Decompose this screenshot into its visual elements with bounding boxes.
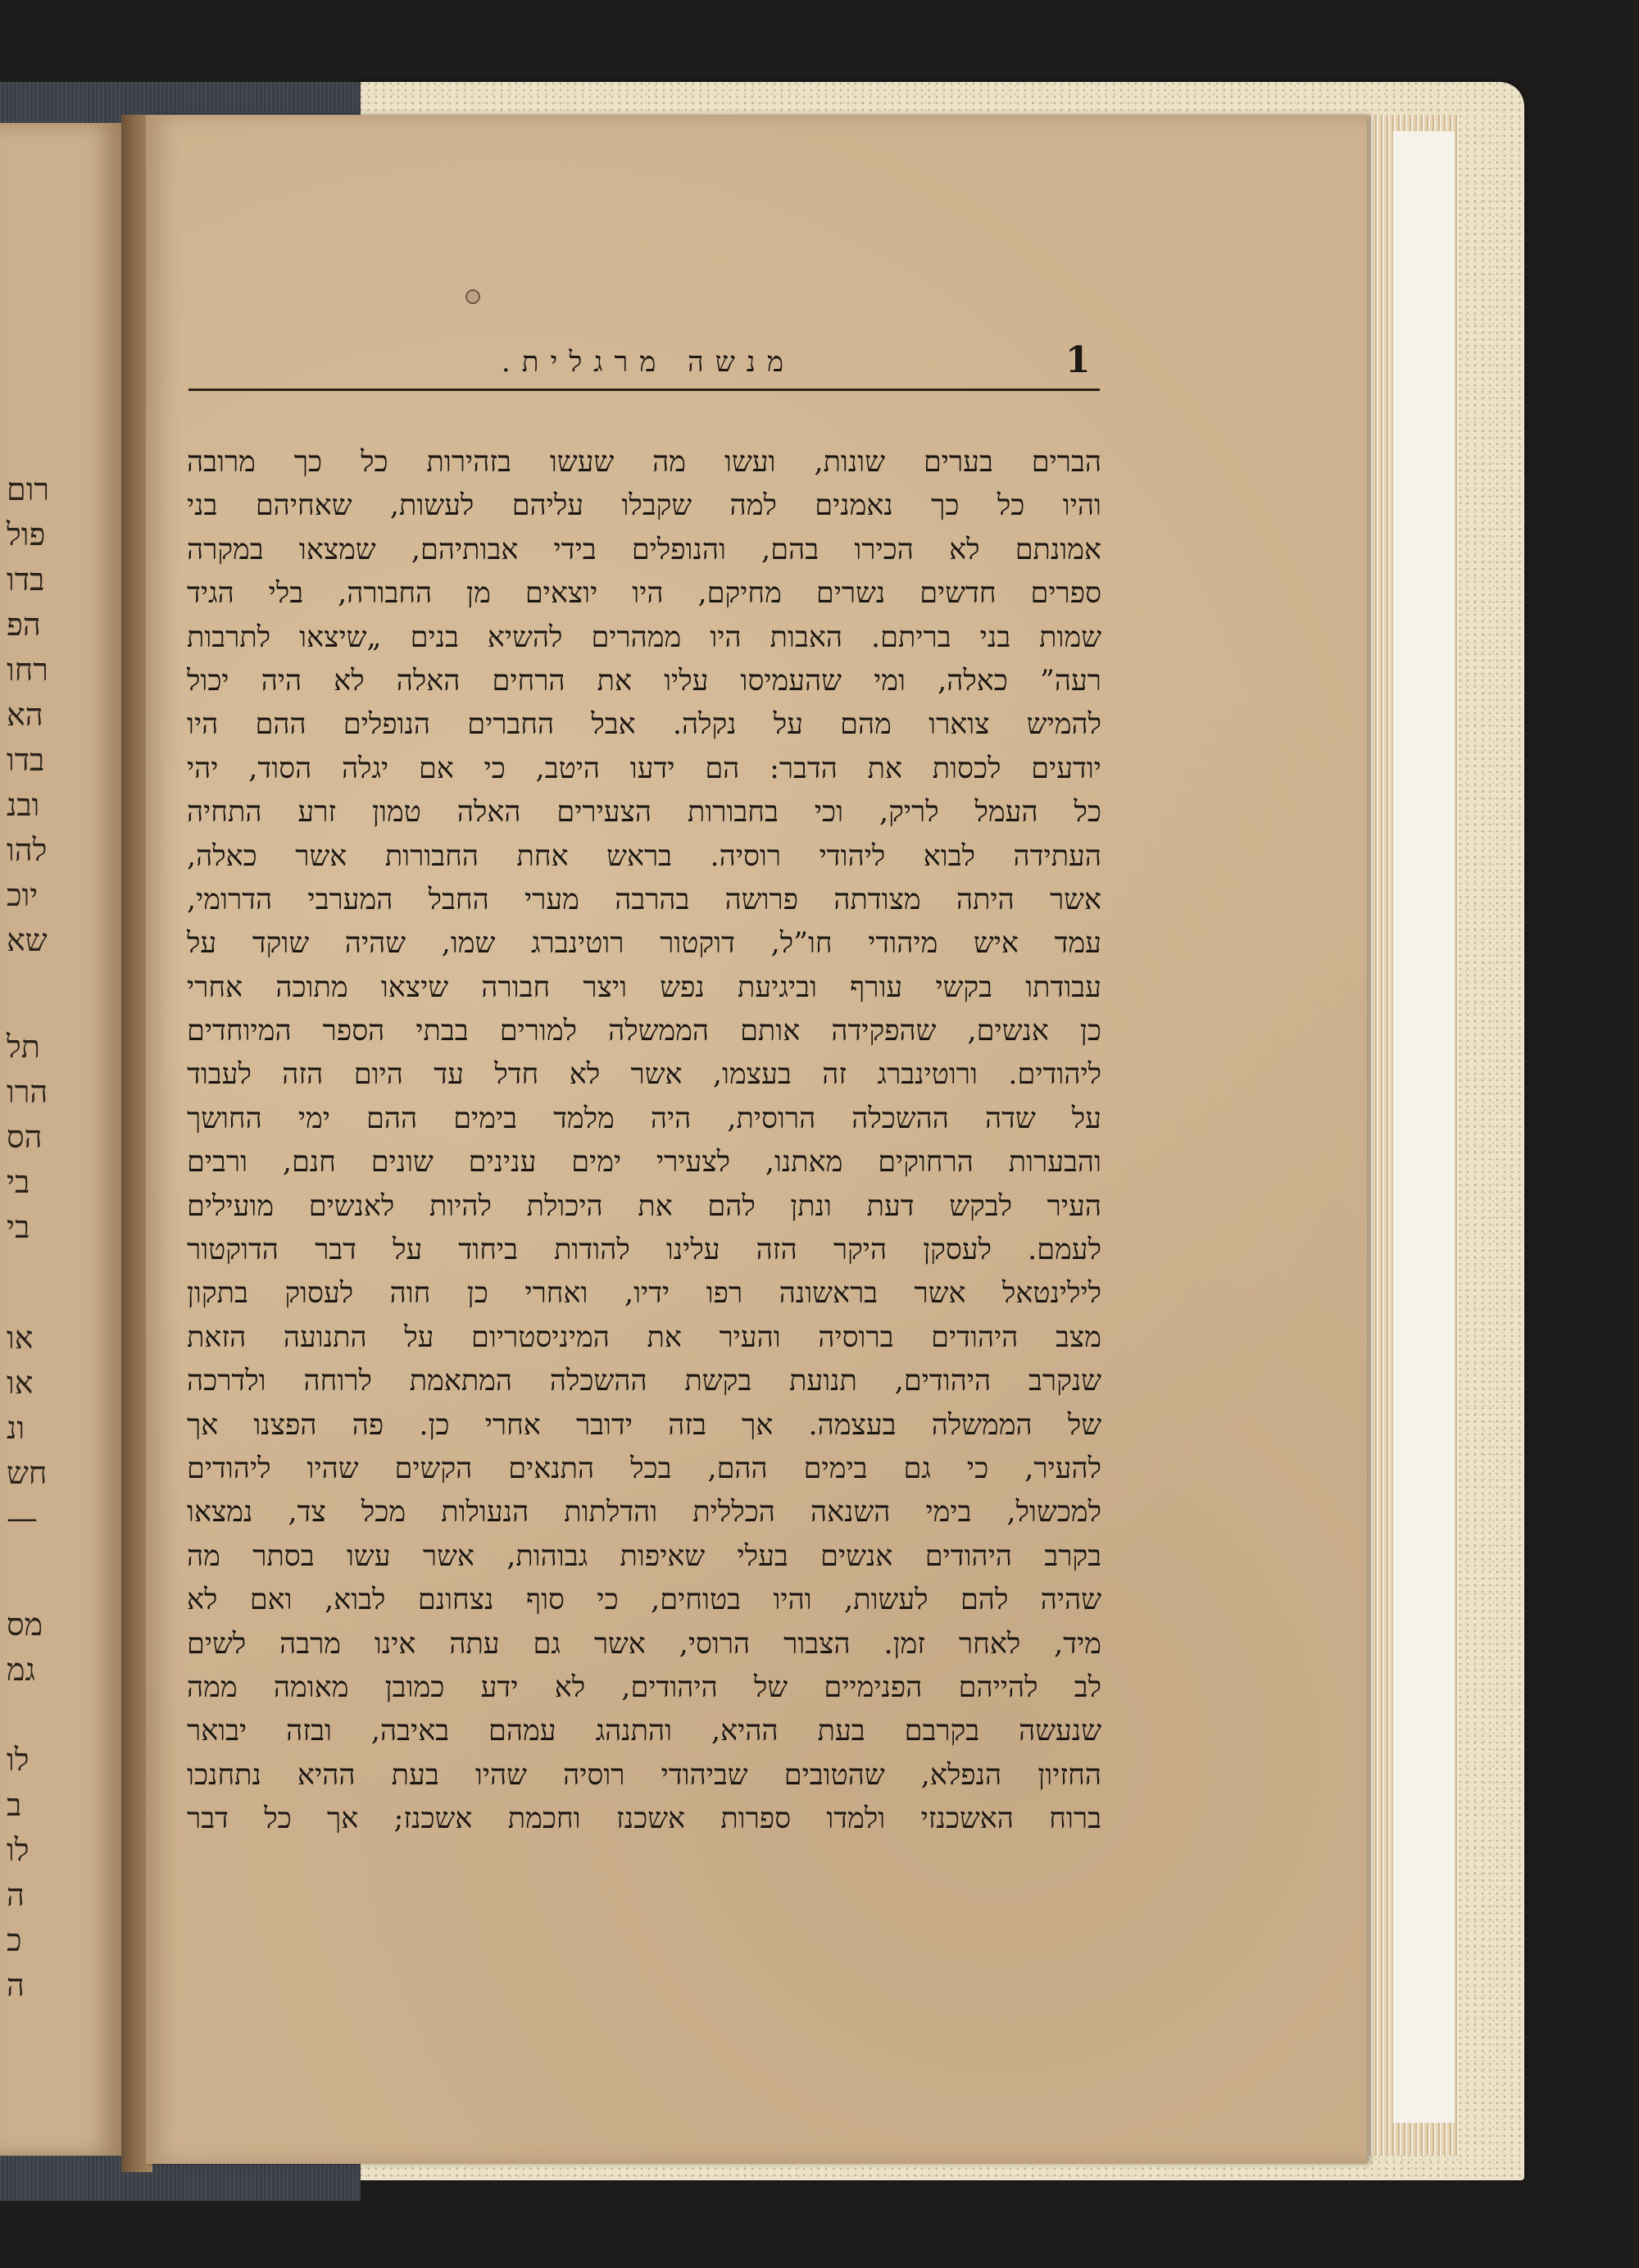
text-line: שנעשה בקרבם בעת ההיא, והתנהג עמהם באיבה, ובזה יבואר bbox=[187, 1715, 1101, 1748]
text-line: אשר היתה מצודתה פרושה בהרבה מערי החבל המערבי הדרומי, bbox=[187, 883, 1101, 916]
left-page-fragment: לו bbox=[7, 1832, 30, 1868]
left-page-fragment: תל bbox=[7, 1029, 40, 1065]
text-line: ברוח האשכנזי ולמדו ספרות אשכנז וחכמת אשכנז; אך כל דבר bbox=[187, 1802, 1101, 1836]
left-page-fragment: בדו bbox=[7, 561, 45, 598]
text-line: מצב היהודים ברוסיה והעיר את המיניסטריום על התנועה הזאת bbox=[187, 1320, 1101, 1354]
text-line: של הממשלה בעצמה. אך בזה ידובר אחרי כן. פה הפצנו אך bbox=[187, 1408, 1101, 1442]
text-line: העתידה לבוא ליהודי רוסיה. בראש אחת החבורות אשר כאלה, bbox=[187, 839, 1101, 873]
text-line: רעה” כאלה, ומי שהעמיסו עליו את הרחים האלה לא היה יכול bbox=[187, 664, 1101, 698]
text-line: למכשול, בימי השנאה הכללית והדלתות הנעולות מכל צד, נמצאו bbox=[187, 1496, 1101, 1529]
body-text bbox=[187, 441, 1101, 1842]
left-page-fragment: פול bbox=[7, 516, 46, 552]
text-line: ליהודים. ורוטינברג זה בעצמו, אשר לא חדל עד היום הזה לעבוד bbox=[187, 1058, 1101, 1092]
text-line: כל העמל לריק, וכי בחבורות הצעירים האלה טמון זרע התחיה bbox=[187, 796, 1101, 829]
text-line: לעמם. לעסקן היקר הזה עלינו להודות ביחוד על דבר הדוקטור bbox=[187, 1234, 1101, 1267]
text-line: שמות בני בריתם. האבות היו ממהרים להשיא בנים „שיצאו לתרבות bbox=[187, 620, 1101, 654]
text-line: לב להייהם הפנימיים של היהודים, לא ידע כמובן מאומה ממה bbox=[187, 1670, 1101, 1704]
text-line: מיד, לאחר זמן. הצבור הרוסי, אשר גם עתה אינו מרבה לשים bbox=[187, 1627, 1101, 1661]
text-line: לילינטאל אשר בראשונה רפו ידיו, ואחרי כן חוה לעסוק בתקון bbox=[187, 1277, 1101, 1311]
text-line: והבערות הרחוקים מאתנו, לצעירי ימים ענינים שונים חנם, ורבים bbox=[187, 1146, 1101, 1179]
left-page-fragment: או bbox=[7, 1365, 34, 1401]
text-line: הברים בערים שונות, ועשו מה שעשו בזהירות כל כך מרובה bbox=[187, 446, 1101, 479]
left-page-fragment: — bbox=[7, 1500, 38, 1536]
left-page-fragment: ה bbox=[7, 1967, 25, 2003]
text-line: יודעים לכסות את הדבר: הם ידעו היטב, כי אם יגלה הסוד, יהי bbox=[187, 752, 1101, 785]
text-line: בקרב היהודים אנשים בעלי שאיפות גבוהות, אשר עשו בסתר מה bbox=[187, 1539, 1101, 1573]
text-line: עבודתו בקשי עורף וביגיעת נפש ויצר חבורה שיצאו מתוכה אחרי bbox=[187, 970, 1101, 1004]
left-page-fragment: כ bbox=[7, 1922, 22, 1958]
left-page-fragment: גמ bbox=[7, 1652, 36, 1688]
left-page-fragment: שא bbox=[7, 922, 48, 958]
text-line: כן אנשים, שהפקידה אותם הממשלה למורים בבתי הספר המיוחדים bbox=[187, 1015, 1101, 1048]
left-page-fragment: ב bbox=[7, 1787, 22, 1823]
running-head: מנשה מרגלית. bbox=[501, 346, 795, 379]
left-page-fragment: להו bbox=[7, 832, 48, 868]
left-page-fragment: הפ bbox=[7, 607, 41, 643]
text-line: להמיש צוארו מהם על נקלה. אבל החברים הנופלים ההם היו bbox=[187, 708, 1101, 742]
left-page-fragment: הא bbox=[7, 697, 43, 733]
left-page-fragment: הס bbox=[7, 1119, 43, 1155]
left-page-fragment: ובנ bbox=[7, 787, 40, 823]
left-page-fragment: רחו bbox=[7, 652, 48, 688]
header-rule bbox=[188, 389, 1100, 391]
text-line: החזיון הנפלא, שהטובים שביהודי רוסיה שהיו בעת ההיא נתחנכו bbox=[187, 1758, 1101, 1792]
page-number: 1 bbox=[1065, 339, 1091, 381]
text-line: אמונתם לא הכירו בהם, והנופלים בידי אבותיהם, שמצאו במקרה bbox=[187, 533, 1101, 566]
text-line: על שדה ההשכלה הרוסית, היה מלמד בימים ההם ימי החושך bbox=[187, 1102, 1101, 1135]
left-page-fragment: ה bbox=[7, 1877, 25, 1913]
left-page-fragment: חש bbox=[7, 1455, 48, 1491]
left-page-fragment: בי bbox=[7, 1209, 30, 1245]
inserted-sheet bbox=[1393, 131, 1455, 2123]
left-page-fragment: או bbox=[7, 1320, 34, 1356]
text-line: עמד איש מיהודי חו”ל, דוקטור רוטינברג שמו, שהיה שוקד על bbox=[187, 927, 1101, 961]
left-page-edge bbox=[0, 123, 121, 2156]
left-page-fragment: ונ bbox=[7, 1410, 25, 1446]
left-page-fragment: יוכ bbox=[7, 877, 39, 913]
text-line: העיר לבקש דעת ונתן להם את היכולת להיות לאנשים מועילים bbox=[187, 1189, 1101, 1223]
left-page-fragment: רום bbox=[7, 471, 50, 507]
left-page-fragment: בי bbox=[7, 1164, 30, 1200]
text-line: ספרים חדשים נשרים מחיקם, היו יוצאים מן החבורה, בלי הגיד bbox=[187, 577, 1101, 611]
text-line: שנקרב היהודים, תנועת בקשת ההשכלה המתאמת לרוחה ולדרכה bbox=[187, 1365, 1101, 1398]
text-line: להעיר, כי גם בימים ההם, בכל התנאים הקשים שהיו ליהודים bbox=[187, 1452, 1101, 1485]
left-page-fragment: לו bbox=[7, 1742, 30, 1778]
left-page-fragment: בדו bbox=[7, 742, 45, 778]
left-page-fragment: מס bbox=[7, 1607, 43, 1643]
text-line: שהיה להם לעשות, והיו בטוחים, כי סוף נצחונם לבוא, ואם לא bbox=[187, 1584, 1101, 1617]
page-header bbox=[188, 339, 1098, 385]
left-page-fragment: הרו bbox=[7, 1074, 48, 1110]
text-line: והיו כל כך נאמנים למה שקבלו עליהם לעשות, שאחיהם בני bbox=[187, 489, 1101, 523]
page-hole bbox=[465, 289, 480, 304]
